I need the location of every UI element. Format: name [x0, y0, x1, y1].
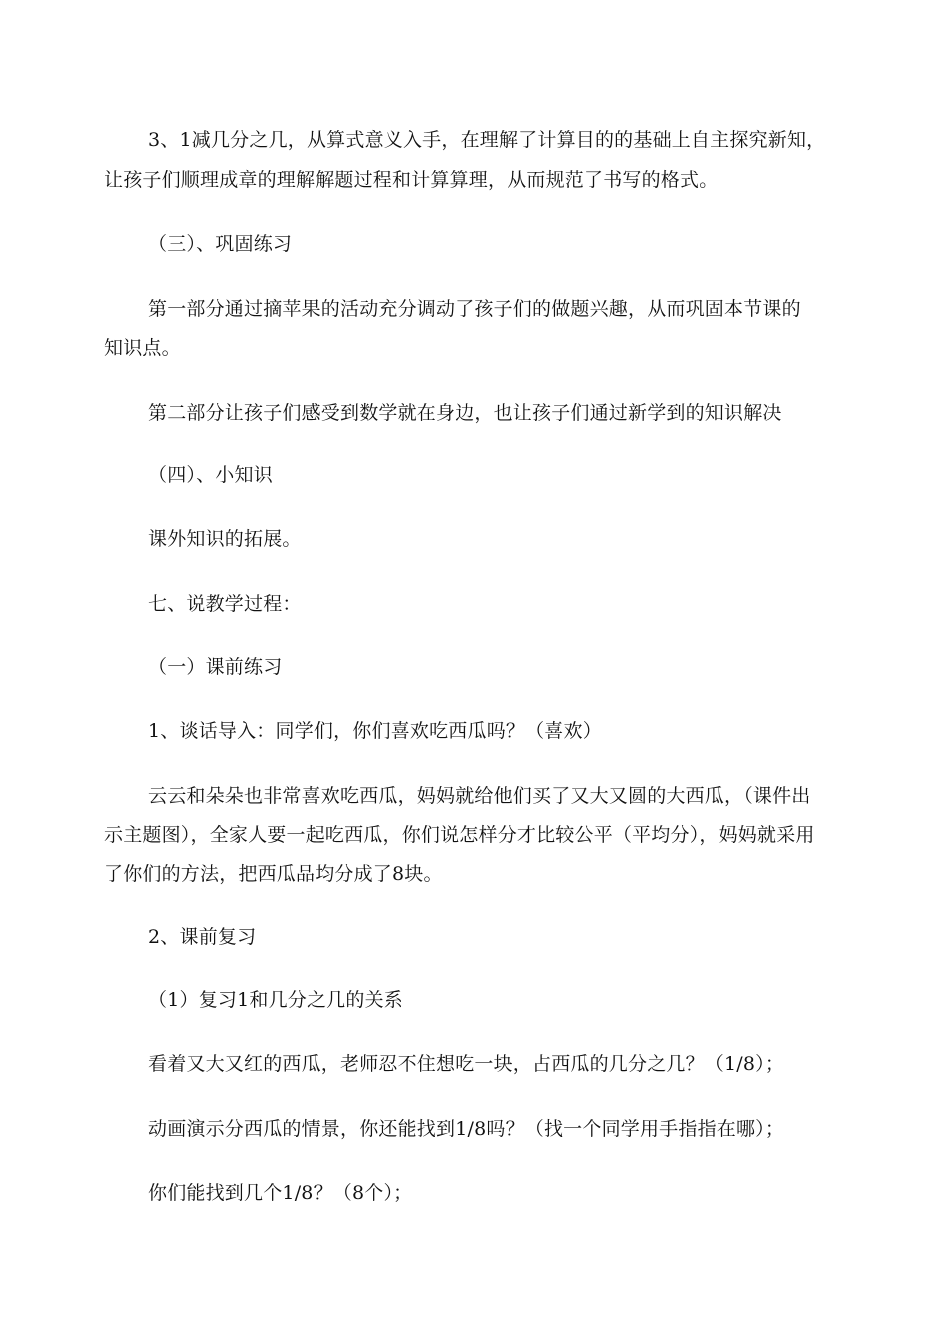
section-heading: （1）复习1和几分之几的关系 — [148, 989, 403, 1011]
section-heading: 七、说教学过程： — [148, 593, 302, 615]
paragraph-line: 动画演示分西瓜的情景，你还能找到1/8吗？（找一个同学用手指指在哪）； — [148, 1118, 785, 1140]
section-heading: （一）课前练习 — [148, 656, 283, 678]
paragraph-line: 课外知识的拓展。 — [148, 528, 302, 550]
paragraph-line: 知识点。 — [104, 337, 181, 359]
paragraph-line: 3、1减几分之几，从算式意义入手，在理解了计算目的的基础上自主探究新知， — [148, 129, 826, 151]
section-heading: （三）、巩固练习 — [148, 233, 293, 255]
section-heading: 2、课前复习 — [148, 926, 257, 948]
paragraph-line: 让孩子们顺理成章的理解解题过程和计算算理，从而规范了书写的格式。 — [104, 169, 719, 191]
paragraph-line: 1、谈话导入：同学们，你们喜欢吃西瓜吗？（喜欢） — [148, 720, 602, 742]
paragraph-line: 第一部分通过摘苹果的活动充分调动了孩子们的做题兴趣，从而巩固本节课的 — [148, 298, 801, 320]
paragraph-line: 看着又大又红的西瓜，老师忍不住想吃一块，占西瓜的几分之几？（1/8）； — [148, 1053, 785, 1075]
paragraph-line: 你们能找到几个1/8？（8个）； — [148, 1182, 413, 1204]
paragraph-line: 了你们的方法，把西瓜品均分成了8块。 — [104, 863, 443, 885]
paragraph-line: 云云和朵朵也非常喜欢吃西瓜，妈妈就给他们买了又大又圆的大西瓜，（课件出 — [148, 785, 811, 807]
section-heading: （四）、小知识 — [148, 464, 273, 486]
paragraph-line: 示主题图），全家人要一起吃西瓜，你们说怎样分才比较公平（平均分），妈妈就采用 — [104, 824, 815, 846]
paragraph-line: 第二部分让孩子们感受到数学就在身边，也让孩子们通过新学到的知识解决 — [148, 402, 782, 424]
